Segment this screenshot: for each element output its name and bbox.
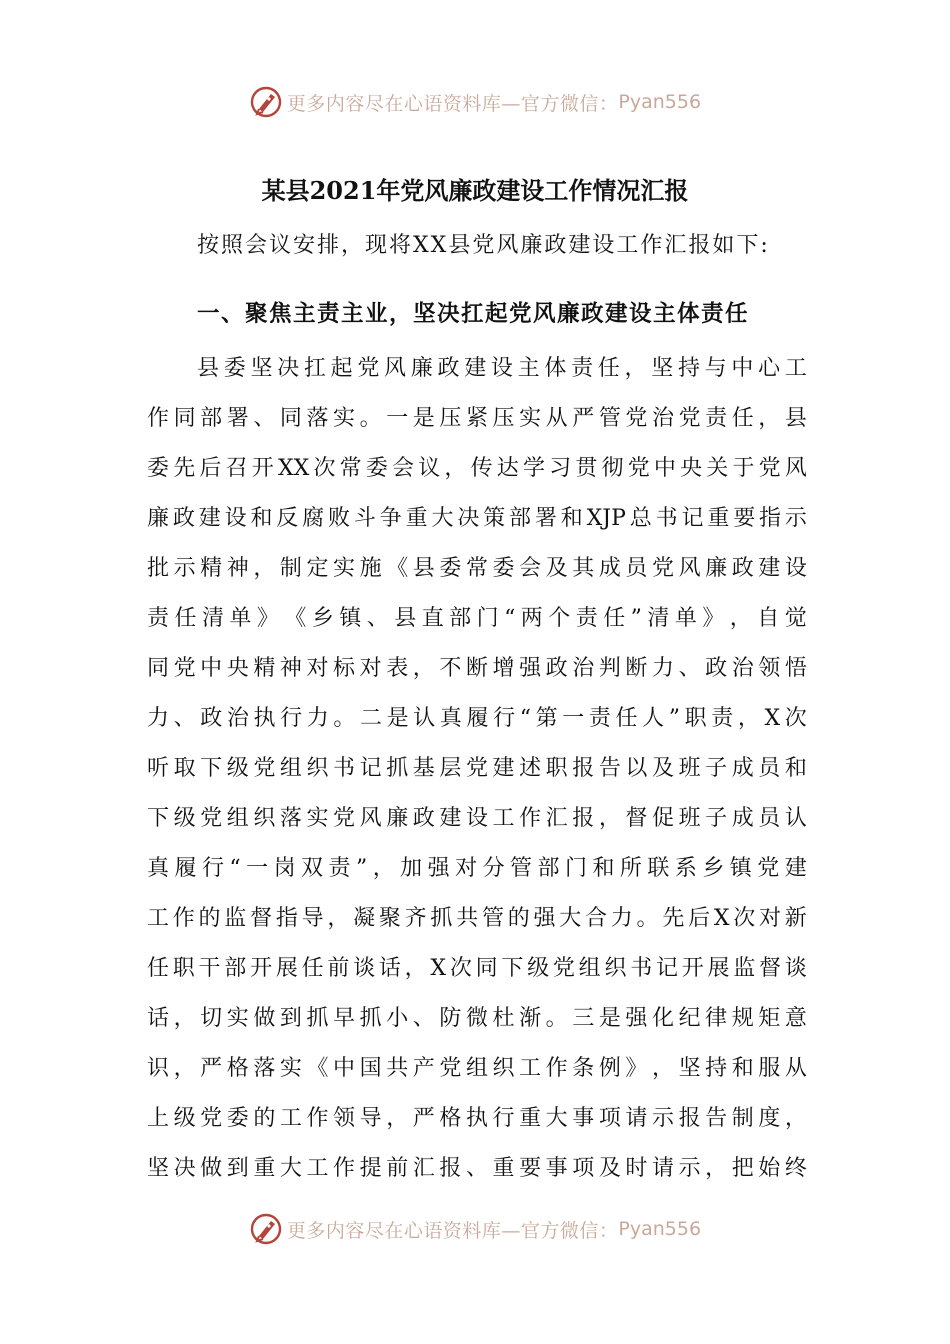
body-text (0, 351, 950, 1201)
body-line: 作 同 部 署 、 同 落 实 。 一 是 压 紧 压 实 从 严 管 党 治 党 责 任 ， 县 (147, 406, 807, 431)
body-line: 批 示 精 神 ， 制 定 实 施 《 县 委 常 委 会 及 其 成 员 党 风 廉 政 建 设 (147, 556, 807, 581)
body-line: 同 党 中 央 精 神 对 标 对 表 ， 不 断 增 强 政 治 判 断 力 、 政 治 领 悟 (147, 656, 807, 681)
watermark-id: Pyan556 (618, 1218, 702, 1240)
body-line: 识 ， 严 格 落 实 《 中 国 共 产 党 组 织 工 作 条 例 》 ， 坚 持 和 服 从 (147, 1056, 807, 1081)
body-line: 真 履 行 “ 一 岗 双 责 ” ， 加 强 对 分 管 部 门 和 所 联 系 乡 镇 党 建 (147, 856, 807, 881)
intro-paragraph: 按照会议安排，现将XX县党风廉政建设工作汇报如下: (197, 233, 770, 258)
watermark-banner-top (0, 82, 950, 122)
body-line: 工 作 的 监 督 指 导 ， 凝 聚 齐 抓 共 管 的 强 大 合 力 。 先 后 X 次 对 新 (147, 906, 807, 931)
document-title: 某县2021年党风廉政建设工作情况汇报 (261, 176, 689, 205)
body-line: 上 级 党 委 的 工 作 领 导 ， 严 格 执 行 重 大 事 项 请 示 报 告 制 度 ， (147, 1106, 807, 1131)
body-line: 坚 决 做 到 重 大 工 作 提 前 汇 报 、 重 要 事 项 及 时 请 示 ， 把 始 终 (147, 1156, 807, 1181)
watermark-id: Pyan556 (618, 91, 702, 113)
section-heading: 一、聚焦主责主业，坚决扛起党风廉政建设主体责任 (197, 301, 750, 327)
pen-nib-logo-icon (249, 85, 283, 119)
watermark-text: 更多内容尽在心语资料库—官方微信： (286, 92, 619, 115)
body-line: 委 先 后 召 开 XX 次 常 委 会 议 ， 传 达 学 习 贯 彻 党 中 央 关 于 党 风 (147, 456, 807, 481)
watermark-banner-bottom (0, 1209, 950, 1249)
pen-nib-logo-icon (249, 1212, 283, 1246)
watermark-text: 更多内容尽在心语资料库—官方微信： (286, 1219, 619, 1242)
body-line: 廉 政 建 设 和 反 腐 败 斗 争 重 大 决 策 部 署 和 XJP 总 书 记 重 要 指 示 (147, 506, 807, 531)
body-line: 县 委 坚 决 扛 起 党 风 廉 政 建 设 主 体 责 任 ， 坚 持 与 中 心 工 (197, 356, 807, 381)
body-line: 听 取 下 级 党 组 织 书 记 抓 基 层 党 建 述 职 报 告 以 及 班 子 成 员 和 (147, 756, 807, 781)
body-line: 力 、 政 治 执 行 力 。 二 是 认 真 履 行 “ 第 一 责 任 人 ” 职 责 ， X 次 (147, 706, 807, 731)
body-line: 责 任 清 单 》 《 乡 镇 、 县 直 部 门 “ 两 个 责 任 ” 清 单 》 ， 自 觉 (147, 606, 807, 631)
body-line: 下 级 党 组 织 落 实 党 风 廉 政 建 设 工 作 汇 报 ， 督 促 班 子 成 员 认 (147, 806, 807, 831)
body-line: 任 职 干 部 开 展 任 前 谈 话 ， X 次 同 下 级 党 组 织 书 记 开 展 监 督 谈 (147, 956, 807, 981)
body-line: 话 ， 切 实 做 到 抓 早 抓 小 、 防 微 杜 渐 。 三 是 强 化 纪 律 规 矩 意 (147, 1006, 807, 1031)
